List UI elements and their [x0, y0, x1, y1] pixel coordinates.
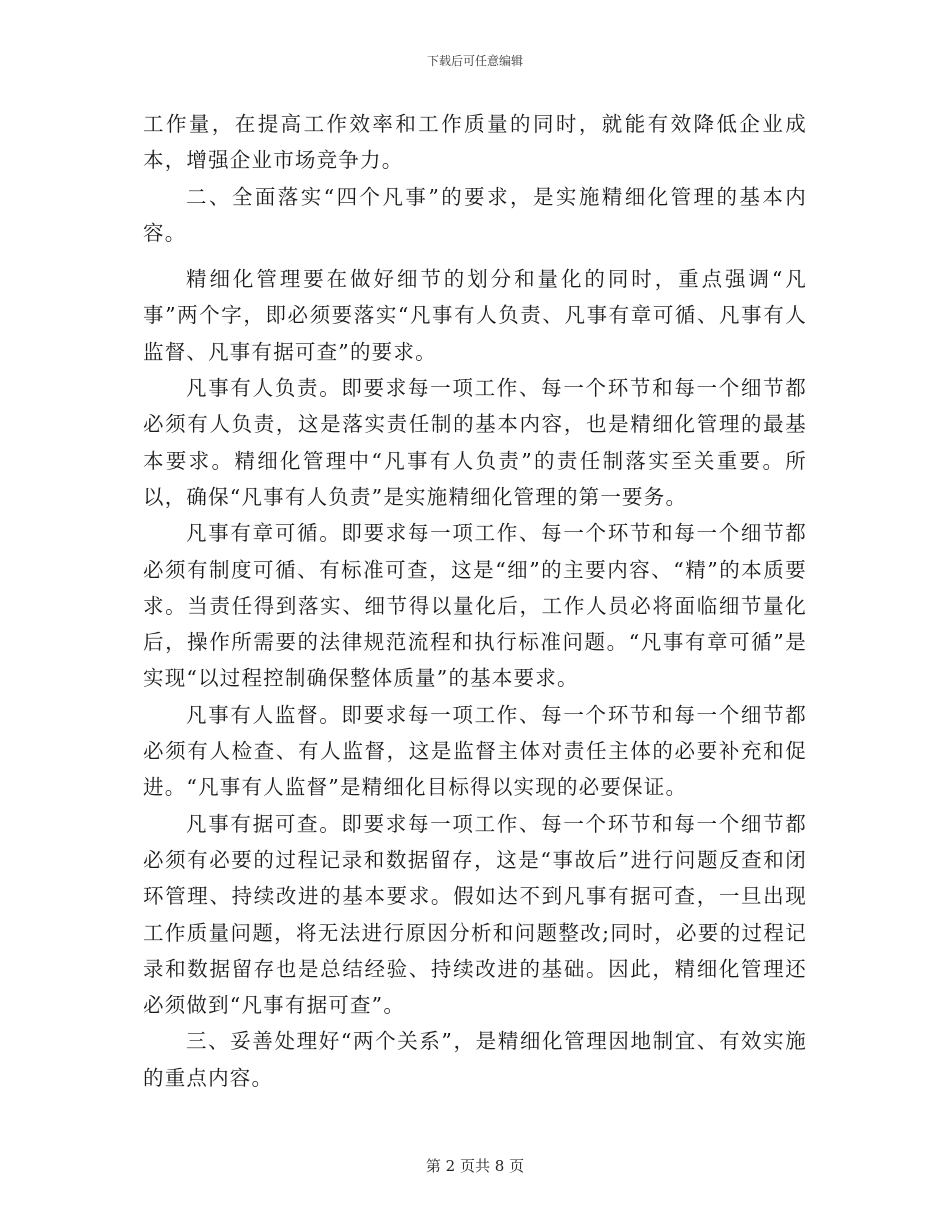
paragraph-fanshi-intro: 精细化管理要在做好细节的划分和量化的同时，重点强调“凡事”两个字，即必须要落实“凡事有人负责、凡事有章可循、凡事有人监督、凡事有据可查”的要求。: [143, 267, 807, 364]
paragraph-rules: 凡事有章可循。即要求每一项工作、每一个环节和每一个细节都必须有制度可循、有标准可查，这是“细”的主要内容、“精”的本质要求。当责任得到落实、细节得以量化后，工作人员必将面临细节量化后，操作所需要的法律规范流程和执行标准问题。“凡事有章可循”是实现“以过程控制确保整体质量”的基本要求。: [143, 521, 807, 691]
section-heading-3: 三、妥善处理好“两个关系”，是精细化管理因地制宜、有效实施的重点内容。: [143, 1029, 807, 1090]
page-header: 下载后可任意编辑: [426, 54, 523, 68]
paragraph-records: 凡事有据可查。即要求每一项工作、每一个环节和每一个细节都必须有必要的过程记录和数据留存，这是“事故后”进行问题反查和闭环管理、持续改进的基本要求。假如达不到凡事有据可查，一旦出现工作质量问题，将无法进行原因分析和问题整改;同时，必要的过程记录和数据留存也是总结经验、持续改进的基础。因此，精细化管理还必须做到“凡事有据可查”。: [143, 811, 807, 1018]
page-number: 第 2 页共 8 页: [425, 1157, 525, 1175]
paragraph-continuation: 工作量，在提高工作效率和工作质量的同时，就能有效降低企业成本，增强企业市场竞争力。: [143, 112, 807, 173]
section-heading-2: 二、全面落实“四个凡事”的要求，是实施精细化管理的基本内容。: [143, 184, 807, 245]
document-body: [143, 106, 807, 1096]
paragraph-supervision: 凡事有人监督。即要求每一项工作、每一个环节和每一个细节都必须有人检查、有人监督，这是监督主体对责任主体的必要补充和促进。“凡事有人监督”是精细化目标得以实现的必要保证。: [143, 702, 807, 800]
paragraph-responsibility: 凡事有人负责。即要求每一项工作、每一个环节和每一个细节都必须有人负责，这是落实责任制的基本内容，也是精细化管理的最基本要求。精细化管理中“凡事有人负责”的责任制落实至关重要。所以，确保“凡事有人负责”是实施精细化管理的第一要务。: [143, 376, 807, 509]
